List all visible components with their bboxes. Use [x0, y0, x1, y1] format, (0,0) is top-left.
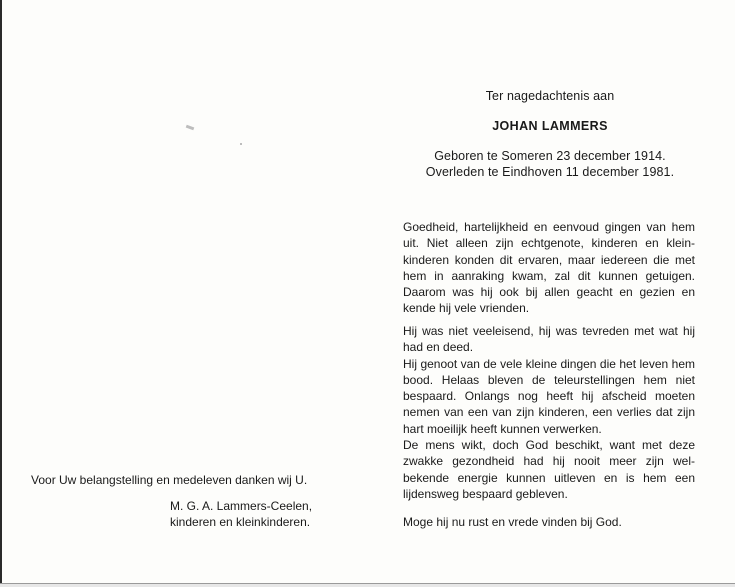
text-line: bekende energie kunnen uitleven en is hem een [403, 470, 695, 485]
scan-edge-bottom-line [0, 583, 735, 584]
paragraph-tribute [403, 219, 695, 317]
text-line: kende hij vele vrienden. [403, 301, 530, 316]
paragraph-prayer [403, 514, 695, 530]
dust-speck [186, 125, 195, 131]
text-line: bespaard. Onlangs nog heeft hij afscheid moeten [403, 389, 695, 404]
text-line: zwakke gezondheid had hij nooit meer zijn wel- [403, 454, 695, 469]
paragraph-life [403, 323, 695, 502]
text-line: Moge hij nu rust en vrede vinden bij God. [403, 515, 622, 529]
signature-family: kinderen en kleinkinderen. [170, 515, 311, 529]
text-line: bood. Helaas bleven de teleurstellingen hem niet [403, 372, 695, 387]
text-line: Hij genoot van de vele kleine dingen die het leven hem [403, 356, 695, 371]
intro-text: Ter nagedachtenis aan [485, 89, 615, 103]
text-line: Goedheid, hartelijkheid en eenvoud gingen van hem [403, 220, 695, 234]
birth-line: Geboren te Someren 23 december 1914. [434, 149, 666, 163]
death-line: Overleden te Eindhoven 11 december 1981. [425, 165, 675, 179]
text-line: uit. Niet alleen zijn echtgenote, kinderen en klein- [403, 236, 695, 251]
text-line: kinderen konden dit ervaren, maar iedereen die met [403, 252, 695, 267]
deceased-name: JOHAN LAMMERS [492, 119, 608, 133]
dust-speck [240, 143, 242, 145]
text-line: Hij was niet veeleisend, hij was tevreden met wat hij [403, 324, 695, 338]
text-line: hem in aanraking kwam, zal dit kunnen getuigen. [403, 268, 695, 283]
text-line: nemen van een van zijn kinderen, een verlies dat zijn [403, 405, 695, 420]
scan-edge-left [0, 0, 2, 587]
text-line: De mens wikt, doch God beschikt, want met deze [403, 438, 695, 453]
text-line: hart moeilijk heeft kunnen verwerken. [403, 421, 602, 436]
text-line: lijdensweg bespaard gebleven. [403, 486, 568, 501]
signature-name: M. G. A. Lammers-Ceelen, [170, 499, 313, 513]
text-line: had en deed. [403, 340, 474, 355]
thanks-text: Voor Uw belangstelling en medeleven danken wij U. [31, 473, 308, 487]
text-line: Daarom was hij ook bij allen geacht en gezien en [403, 285, 695, 300]
